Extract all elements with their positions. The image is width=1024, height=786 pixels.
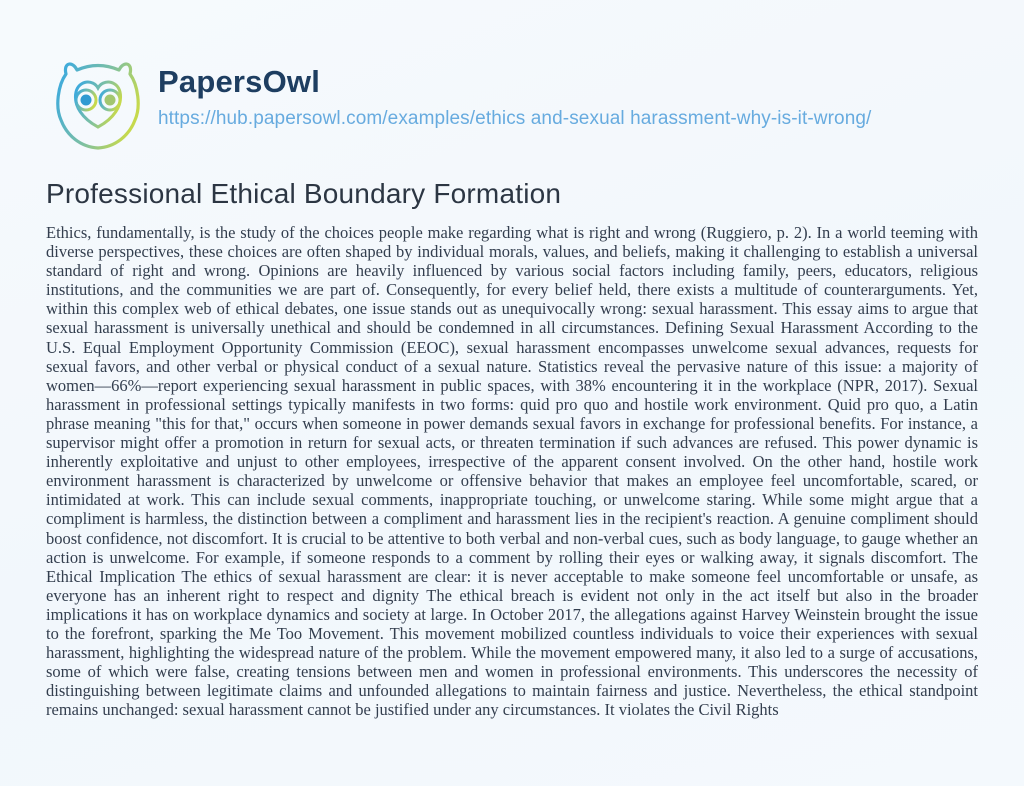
header: [46, 57, 978, 157]
papersowl-logo[interactable]: [46, 57, 150, 157]
owl-logo-icon: [46, 57, 150, 157]
brand-name: PapersOwl: [158, 64, 321, 99]
essay-article: [46, 176, 978, 719]
essay-body: Ethics, fundamentally, is the study of the choices people make regarding what is right and wrong (Ruggiero, p. 2). In a world teeming with diverse perspectives, these choices are often shaped by individual morals, values, and beliefs, making it challenging to establish a universal standard of right and wrong. Opinions are heavily influenced by various social factors including family, peers, educators, religious institutions, and the communities we are part of. Consequently, for every belief held, there exists a multitude of counterarguments. Yet, within this complex web of ethical debates, one issue stands out as unequivocally wrong: sexual harassment. This essay aims to argue that sexual harassment is universally unethical and should be condemned in all circumstances. Defining Sexual Harassment According to the U.S. Equal Employment Opportunity Commission (EEOC), sexual harassment encompasses unwelcome sexual advances, requests for sexual favors, and other verbal or physical conduct of a sexual nature. Statistics reveal the pervasive nature of this issue: a majority of women—66%—report experiencing sexual harassment in public spaces, with 38% encountering it in the workplace (NPR, 2017). Sexual harassment in professional settings typically manifests in two forms: quid pro quo and hostile work environment. Quid pro quo, a Latin phrase meaning "this for that," occurs when someone in power demands sexual favors in exchange for professional benefits. For instance, a supervisor might offer a promotion in return for sexual acts, or threaten termination if such advances are refused. This power dynamic is inherently exploitative and unjust to other employees, irrespective of the apparent consent involved. On the other hand, hostile work environment harassment is characterized by unwelcome or offensive behavior that makes an employee feel uncomfortable, scared, or intimidated at work. This can include sexual comments, inappropriate touching, or unwelcome staring. While some might argue that a compliment is harmless, the distinction between a compliment and harassment lies in the recipient's reaction. A genuine compliment should boost confidence, not discomfort. It is crucial to be attentive to both verbal and non-verbal cues, such as body language, to gauge whether an action is unwelcome. For example, if someone responds to a comment by rolling their eyes or walking away, it signals discomfort. The Ethical Implication The ethics of sexual harassment are clear: it is never acceptable to make someone feel uncomfortable or unsafe, as everyone has an inherent right to respect and dignity The ethical breach is evident not only in the act itself but also in the broader implications it has on workplace dynamics and society at large. In October 2017, the allegations against Harvey Weinstein brought the issue to the forefront, sparking the Me Too Movement. This movement mobilized countless individuals to voice their experiences with sexual harassment, highlighting the widespread nature of the problem. While the movement empowered many, it also led to a surge of accusations, some of which were false, creating tensions between men and women in professional environments. This underscores the necessity of distinguishing between legitimate claims and unfounded allegations to maintain fairness and justice. Nevertheless, the ethical standpoint remains unchanged: sexual harassment cannot be justified under any circumstances. It violates the Civil Rights: [46, 223, 978, 720]
source-url-link[interactable]: https://hub.papersowl.com/examples/ethics and-sexual harassment-why-is-it-wrong/: [158, 108, 872, 130]
essay-title: Professional Ethical Boundary Formation: [46, 178, 562, 209]
header-text: [158, 57, 871, 130]
